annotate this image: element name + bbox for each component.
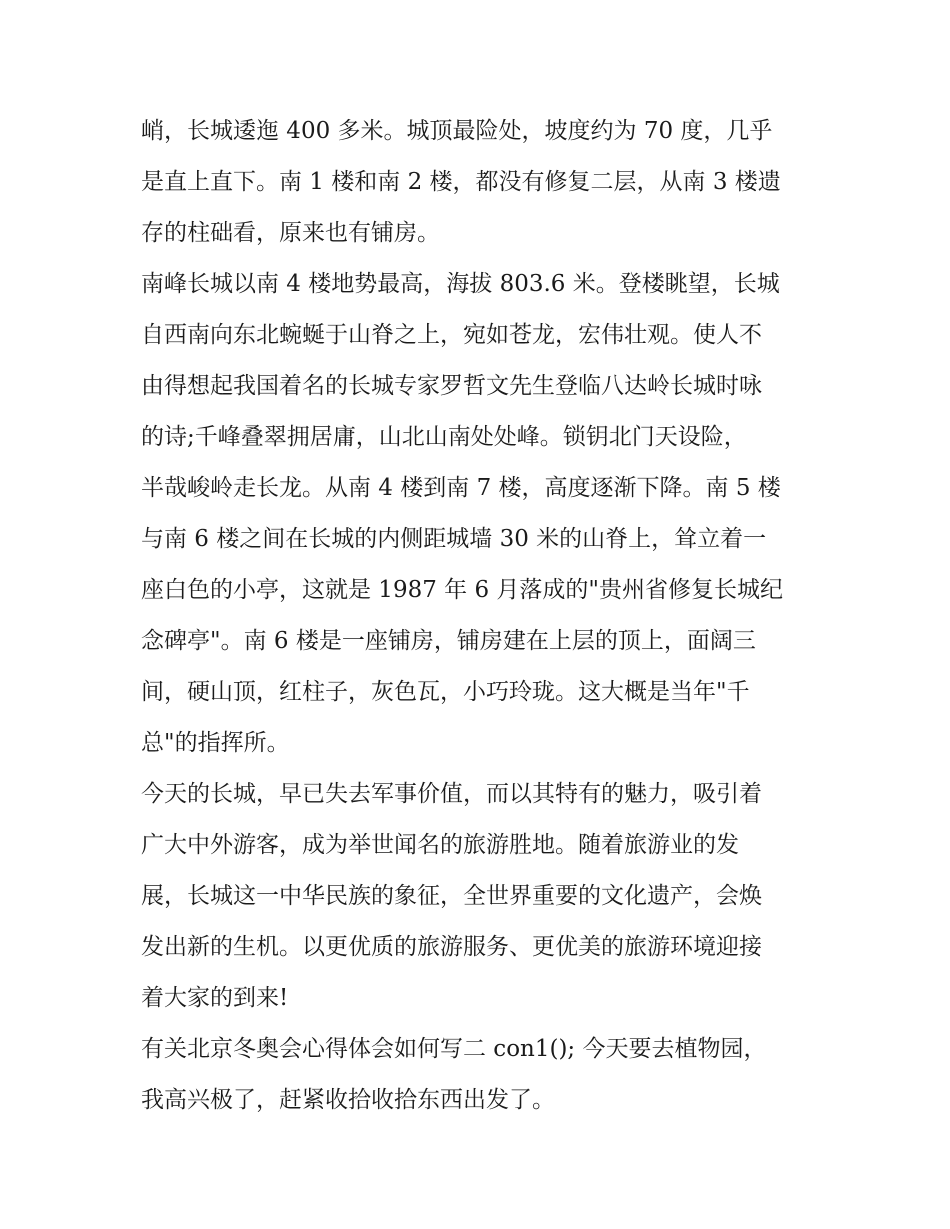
text-line: 自西南向东北蜿蜒于山脊之上，宛如苍龙，宏伟壮观。使人不 xyxy=(141,322,762,348)
text-line: 展，长城这一中华民族的象征，全世界重要的文化遗产，会焕 xyxy=(141,883,762,909)
text-line: 我高兴极了，赶紧收拾收拾东西出发了。 xyxy=(141,1087,555,1113)
text-line: 的诗;千峰叠翠拥居庸，山北山南处处峰。锁钥北门天设险， xyxy=(141,424,747,450)
text-line: 与南 6 楼之间在长城的内侧距城墙 30 米的山脊上，耸立着一 xyxy=(141,526,767,552)
document-body xyxy=(141,106,813,1126)
text-line: 峭，长城逶迤 400 多米。城顶最险处，坡度约为 70 度，几乎 xyxy=(141,118,773,144)
text-line: 今天的长城，早已失去军事价值，而以其特有的魅力，吸引着 xyxy=(141,781,762,807)
text-line: 广大中外游客，成为举世闻名的旅游胜地。随着旅游业的发 xyxy=(141,832,739,858)
text-line: 南峰长城以南 4 楼地势最高，海拔 803.6 米。登楼眺望，长城 xyxy=(141,271,780,297)
text-line: 有关北京冬奥会心得体会如何写二 con1(); 今天要去植物园， xyxy=(141,1036,767,1062)
text-line: 半哉峻岭走长龙。从南 4 楼到南 7 楼，高度逐渐下降。南 5 楼 xyxy=(141,475,781,501)
text-line: 座白色的小亭，这就是 1987 年 6 月落成的"贵州省修复长城纪 xyxy=(141,577,783,603)
text-line: 由得想起我国着名的长城专家罗哲文先生登临八达岭长城时咏 xyxy=(141,373,762,399)
text-line: 发出新的生机。以更优质的旅游服务、更优美的旅游环境迎接 xyxy=(141,934,762,960)
text-line: 念碑亭"。南 6 楼是一座铺房，铺房建在上层的顶上，面阔三 xyxy=(141,628,756,654)
text-line: 是直上直下。南 1 楼和南 2 楼，都没有修复二层，从南 3 楼遗 xyxy=(141,169,781,195)
text-line: 总"的指挥所。 xyxy=(141,730,290,756)
text-line: 间，硬山顶，红柱子，灰色瓦，小巧玲珑。这大概是当年"千 xyxy=(141,679,750,705)
text-line: 存的柱础看，原来也有铺房。 xyxy=(141,220,440,246)
text-line: 着大家的到来! xyxy=(141,985,289,1011)
